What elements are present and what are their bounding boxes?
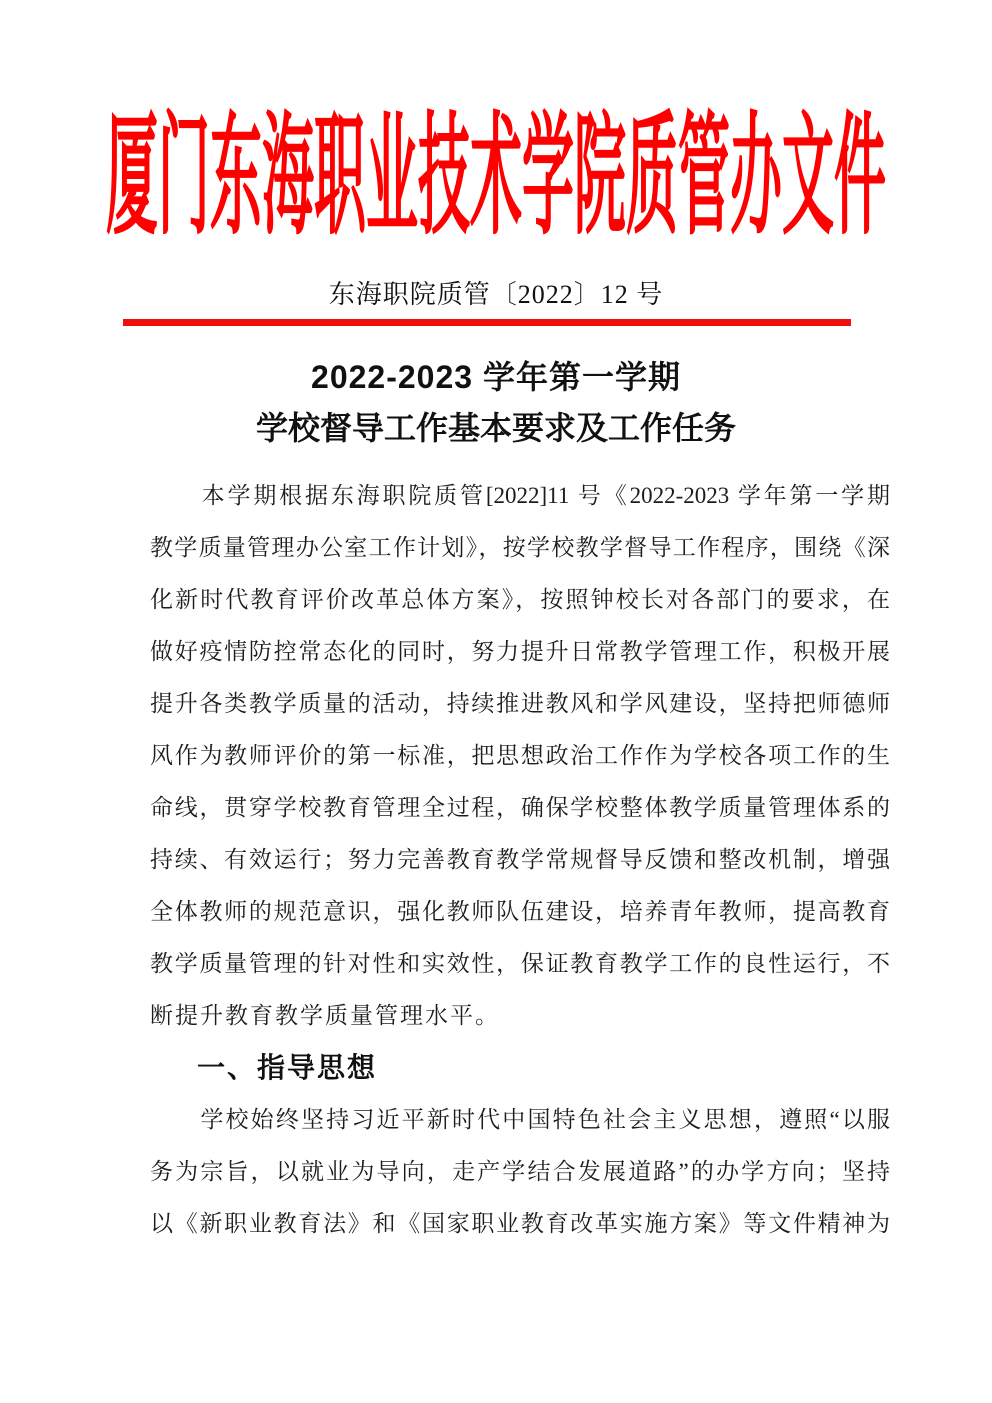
body-text-line: 命线，贯穿学校教育管理全过程，确保学校整体教学质量管理体系的 — [150, 795, 890, 820]
body-text-line: 教学质量管理办公室工作计划》，按学校教学督导工作程序，围绕《深 — [150, 535, 890, 560]
body-text-line: 持续、有效运行；努力完善教育教学常规督导反馈和整改机制，增强 — [150, 847, 890, 872]
section-heading-1: 一、指导思想 — [197, 1052, 378, 1083]
body-text-line: 以《新职业教育法》和《国家职业教育改革实施方案》等文件精神为 — [150, 1211, 890, 1236]
body-text-line: 学校始终坚持习近平新时代中国特色社会主义思想，遵照“以服 — [150, 1107, 890, 1132]
document-title-line2: 学校督导工作基本要求及工作任务 — [255, 410, 736, 446]
document-title-line1: 2022-2023 学年第一学期 — [311, 359, 681, 395]
body-text-line: 做好疫情防控常态化的同时，努力提升日常教学管理工作，积极开展 — [150, 639, 890, 664]
masthead-banner-title: 厦门东海职业技术学院质管办文件 — [105, 99, 886, 255]
body-paragraph-1 — [150, 470, 890, 990]
body-text-line: 教学质量管理的针对性和实效性，保证教育教学工作的良性运行，不 — [150, 951, 890, 976]
body-text-line: 全体教师的规范意识，强化教师队伍建设，培养青年教师，提高教育 — [150, 899, 890, 924]
document-issue-number: 东海职院质管〔2022〕12 号 — [328, 280, 664, 309]
body-text-line: 风作为教师评价的第一标准，把思想政治工作作为学校各项工作的生 — [150, 743, 890, 768]
document-body — [150, 470, 890, 1250]
body-text-line: 本学期根据东海职院质管[2022]11 号《2022-2023 学年第一学期 — [150, 483, 890, 508]
body-paragraph-2 — [150, 1094, 890, 1250]
red-divider-rule — [123, 319, 851, 326]
body-text-line: 务为宗旨，以就业为导向，走产学结合发展道路”的办学方向；坚持 — [150, 1159, 890, 1184]
body-paragraph-1-last-line: 断提升教育教学质量管理水平。 — [150, 1003, 500, 1028]
body-text-line: 化新时代教育评价改革总体方案》，按照钟校长对各部门的要求，在 — [150, 587, 890, 612]
body-text-line: 提升各类教学质量的活动，持续推进教风和学风建设，坚持把师德师 — [150, 691, 890, 716]
